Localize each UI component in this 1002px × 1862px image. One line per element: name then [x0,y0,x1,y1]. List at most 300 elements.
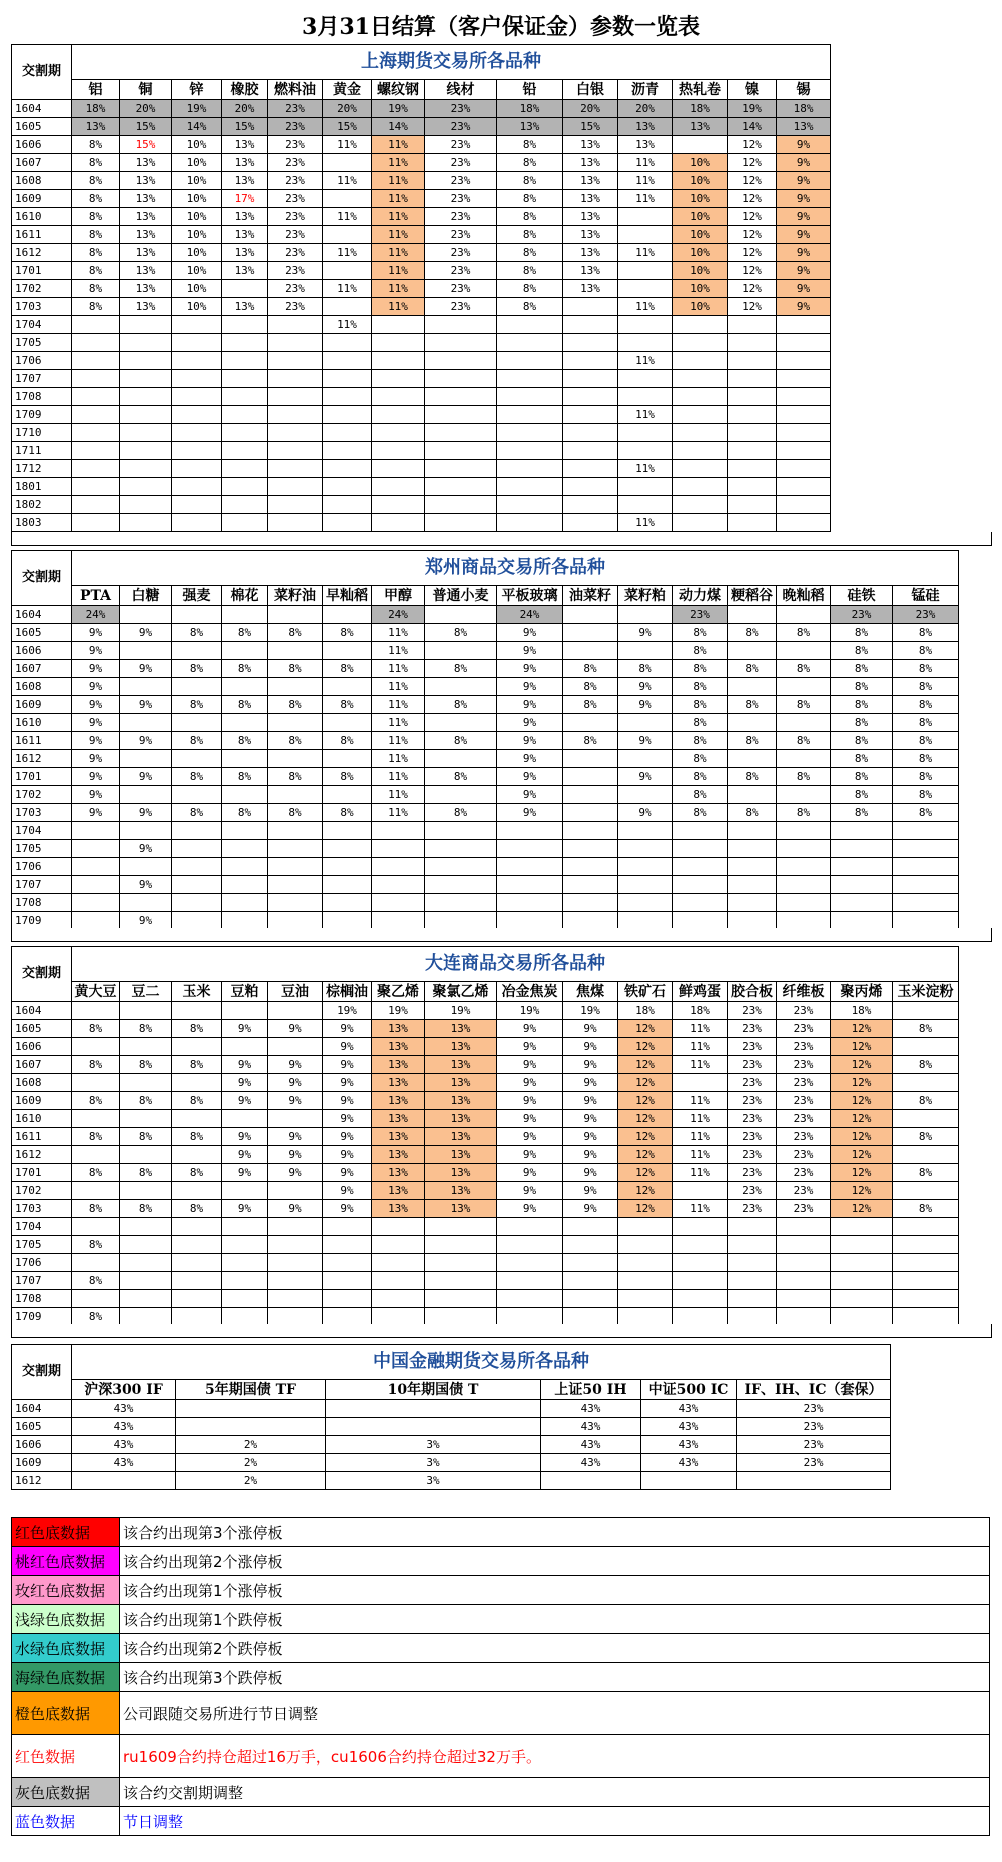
margin-cell: 11% [372,696,425,714]
delivery-month: 1606 [12,1436,72,1454]
table-row [12,1056,959,1074]
margin-cell [172,1038,222,1056]
margin-cell: 9% [563,1182,618,1200]
margin-cell [425,442,497,460]
margin-cell: 43% [72,1436,176,1454]
margin-cell: 23% [728,1056,777,1074]
margin-cell [372,1290,425,1308]
delivery-month: 1605 [12,1418,72,1436]
margin-cell [72,912,120,930]
margin-cell [268,352,323,370]
delivery-month: 1701 [12,262,72,280]
delivery-month: 1708 [12,894,72,912]
margin-cell [497,370,563,388]
margin-cell [777,478,831,496]
margin-cell [673,460,728,478]
margin-cell: 12% [618,1182,673,1200]
margin-cell: 9% [618,768,673,786]
margin-cell [893,1236,959,1254]
margin-cell [563,822,618,840]
margin-cell [372,1308,425,1326]
margin-cell [72,370,120,388]
margin-cell: 8% [497,298,563,316]
margin-cell [673,840,728,858]
margin-cell [563,876,618,894]
margin-cell [831,876,893,894]
margin-cell: 23% [737,1436,891,1454]
margin-cell: 13% [563,262,618,280]
margin-cell [222,406,268,424]
margin-cell: 13% [563,280,618,298]
delivery-month: 1704 [12,1218,72,1236]
margin-cell: 23% [777,1200,831,1218]
margin-cell [563,642,618,660]
margin-cell: 11% [372,642,425,660]
margin-cell [372,876,425,894]
margin-cell: 23% [268,190,323,208]
margin-cell [673,894,728,912]
margin-cell [222,858,268,876]
margin-cell: 23% [268,100,323,118]
margin-cell: 13% [425,1110,497,1128]
table-row [12,786,959,804]
margin-cell: 9% [563,1110,618,1128]
margin-cell [497,514,563,532]
margin-cell: 11% [618,406,673,424]
margin-cell: 9% [120,732,172,750]
margin-cell: 9% [563,1128,618,1146]
margin-cell [72,334,120,352]
margin-cell: 13% [372,1110,425,1128]
margin-cell: 3% [326,1472,541,1490]
column-header: 棕榈油 [323,982,372,1002]
margin-cell [497,334,563,352]
margin-cell: 15% [222,118,268,136]
table-row [12,804,959,822]
margin-cell [120,1236,172,1254]
legend-swatch-label: 桃红色底数据 [12,1547,120,1576]
margin-cell [120,1308,172,1326]
margin-cell [425,894,497,912]
margin-cell: 9% [268,1164,323,1182]
margin-cell: 9% [323,1182,372,1200]
margin-cell [268,750,323,768]
margin-cell [831,1290,893,1308]
delivery-period-label: 交割期 [12,1345,72,1400]
delivery-month: 1701 [12,1164,72,1182]
margin-cell [425,750,497,768]
table-row [12,1038,959,1056]
margin-cell: 9% [563,1074,618,1092]
margin-cell [563,606,618,624]
delivery-month: 1706 [12,352,72,370]
margin-cell [728,822,777,840]
column-header: 硅铁 [831,586,893,606]
margin-cell [222,1038,268,1056]
margin-cell [120,1038,172,1056]
margin-cell: 9% [563,1146,618,1164]
table-row [12,750,959,768]
section-separator [11,1324,992,1338]
margin-cell [222,478,268,496]
margin-cell [268,876,323,894]
margin-cell [893,1218,959,1236]
margin-cell [72,840,120,858]
margin-cell: 11% [618,190,673,208]
margin-cell: 9% [222,1200,268,1218]
margin-cell [831,822,893,840]
margin-cell: 10% [673,154,728,172]
table-row [12,624,959,642]
table-row [12,714,959,732]
margin-cell [72,316,120,334]
margin-cell [893,1074,959,1092]
margin-cell [425,606,497,624]
margin-cell: 8% [120,1200,172,1218]
margin-cell: 8% [563,732,618,750]
margin-cell [222,822,268,840]
margin-cell [497,1290,563,1308]
margin-cell: 8% [497,280,563,298]
margin-cell: 11% [618,244,673,262]
margin-cell: 43% [641,1454,737,1472]
margin-cell: 3% [326,1454,541,1472]
margin-cell [425,642,497,660]
margin-cell: 13% [372,1020,425,1038]
legend-description: 该合约出现第2个跌停板 [120,1634,990,1663]
margin-cell [120,1290,172,1308]
margin-cell [728,912,777,930]
table-row [12,190,831,208]
margin-cell: 11% [323,316,372,334]
exchange-table-1 [11,44,831,532]
margin-cell [172,1002,222,1020]
margin-cell: 9% [72,660,120,678]
margin-cell: 9% [618,678,673,696]
table-row [12,298,831,316]
margin-cell [728,642,777,660]
column-header: 聚氯乙烯 [425,982,497,1002]
margin-cell [673,858,728,876]
margin-cell: 11% [323,244,372,262]
margin-cell: 23% [728,1128,777,1146]
margin-cell [372,442,425,460]
margin-cell: 23% [425,118,497,136]
delivery-month: 1605 [12,1020,72,1038]
margin-cell: 8% [831,732,893,750]
margin-cell [172,424,222,442]
margin-cell: 12% [728,244,777,262]
margin-cell [425,334,497,352]
column-header: 铁矿石 [618,982,673,1002]
margin-cell: 8% [72,1092,120,1110]
margin-cell: 8% [893,696,959,714]
margin-cell [222,750,268,768]
margin-cell [563,352,618,370]
margin-cell [497,1272,563,1290]
table-row [12,118,831,136]
legend-description: 该合约出现第3个跌停板 [120,1663,990,1692]
margin-cell: 2% [176,1454,326,1472]
margin-cell: 8% [893,1200,959,1218]
column-header: 平板玻璃 [497,586,563,606]
margin-cell: 8% [172,1164,222,1182]
margin-cell [425,1218,497,1236]
margin-cell [222,1002,268,1020]
margin-cell [563,334,618,352]
margin-cell: 9% [268,1020,323,1038]
margin-cell: 12% [831,1182,893,1200]
margin-cell: 10% [673,262,728,280]
margin-cell [728,1218,777,1236]
margin-cell [172,1146,222,1164]
delivery-month: 1609 [12,190,72,208]
margin-cell: 13% [372,1038,425,1056]
margin-cell: 23% [425,298,497,316]
margin-cell [425,678,497,696]
margin-cell [831,1272,893,1290]
margin-cell [372,370,425,388]
margin-cell: 8% [222,696,268,714]
margin-cell: 12% [728,190,777,208]
margin-cell [120,496,172,514]
table-row [12,1272,959,1290]
margin-cell [777,840,831,858]
margin-cell: 13% [563,154,618,172]
margin-cell [72,822,120,840]
margin-cell: 23% [425,136,497,154]
margin-cell: 18% [72,100,120,118]
margin-cell [497,406,563,424]
margin-cell [777,876,831,894]
margin-cell: 13% [222,154,268,172]
margin-cell [222,460,268,478]
column-header: 铜 [120,80,172,100]
delivery-month: 1705 [12,840,72,858]
margin-cell: 13% [372,1092,425,1110]
margin-cell [323,912,372,930]
margin-cell: 15% [563,118,618,136]
margin-cell: 8% [268,804,323,822]
table-row [12,406,831,424]
column-header: 锰硅 [893,586,959,606]
margin-cell: 9% [222,1092,268,1110]
delivery-month: 1707 [12,876,72,894]
margin-cell [497,1218,563,1236]
margin-cell [323,442,372,460]
column-header: 动力煤 [673,586,728,606]
table-row [12,876,959,894]
margin-cell: 8% [425,624,497,642]
delivery-month: 1802 [12,496,72,514]
margin-cell [673,1308,728,1326]
margin-cell: 8% [728,624,777,642]
margin-cell: 12% [831,1164,893,1182]
margin-cell [323,352,372,370]
margin-cell [172,478,222,496]
margin-cell [268,424,323,442]
margin-cell: 8% [893,714,959,732]
margin-cell [72,352,120,370]
margin-cell: 23% [831,606,893,624]
margin-cell [72,876,120,894]
margin-cell [893,1002,959,1020]
table-row [12,1146,959,1164]
margin-cell [618,1290,673,1308]
margin-cell [222,1254,268,1272]
margin-cell [372,388,425,406]
margin-cell: 8% [72,1164,120,1182]
margin-cell: 11% [618,154,673,172]
column-header: 鲜鸡蛋 [673,982,728,1002]
margin-cell [172,316,222,334]
margin-cell: 11% [673,1146,728,1164]
margin-cell: 18% [777,100,831,118]
table-row [12,226,831,244]
margin-cell: 43% [541,1400,641,1418]
margin-cell: 11% [372,750,425,768]
margin-cell: 8% [893,1020,959,1038]
margin-cell [777,1218,831,1236]
delivery-month: 1604 [12,100,72,118]
margin-cell [563,298,618,316]
margin-cell [673,912,728,930]
margin-cell [323,298,372,316]
margin-cell: 11% [323,172,372,190]
margin-cell: 8% [72,136,120,154]
margin-cell: 8% [323,804,372,822]
margin-cell [425,876,497,894]
margin-cell: 9% [777,136,831,154]
margin-cell: 9% [323,1200,372,1218]
margin-cell [120,1146,172,1164]
margin-cell [120,894,172,912]
margin-cell [728,786,777,804]
margin-cell [497,1308,563,1326]
margin-cell [323,642,372,660]
margin-cell: 9% [323,1038,372,1056]
margin-cell: 8% [120,1020,172,1038]
margin-cell [222,1290,268,1308]
margin-cell: 13% [372,1200,425,1218]
margin-cell: 8% [72,298,120,316]
margin-cell: 9% [497,642,563,660]
margin-cell: 43% [541,1436,641,1454]
margin-cell: 8% [425,768,497,786]
margin-cell [72,858,120,876]
margin-cell: 8% [673,768,728,786]
margin-cell: 8% [728,768,777,786]
margin-cell: 9% [563,1164,618,1182]
margin-cell: 8% [172,1128,222,1146]
margin-cell [777,352,831,370]
margin-cell [268,370,323,388]
margin-cell [172,642,222,660]
column-header: 豆油 [268,982,323,1002]
margin-cell [777,642,831,660]
margin-cell: 23% [893,606,959,624]
margin-cell [268,406,323,424]
margin-cell [728,714,777,732]
margin-cell: 9% [497,678,563,696]
table-row [12,768,959,786]
margin-cell: 11% [372,298,425,316]
margin-cell: 9% [497,1146,563,1164]
delivery-month: 1710 [12,424,72,442]
margin-cell [120,1218,172,1236]
margin-cell [268,1038,323,1056]
margin-cell: 23% [728,1200,777,1218]
table-row [12,316,831,334]
margin-cell [673,496,728,514]
margin-cell [831,1308,893,1326]
margin-cell: 9% [618,732,673,750]
margin-cell: 8% [222,768,268,786]
margin-cell [777,894,831,912]
margin-cell [728,460,777,478]
margin-cell [323,370,372,388]
margin-cell [777,442,831,460]
margin-cell: 9% [777,154,831,172]
column-header: 豆粕 [222,982,268,1002]
margin-cell: 8% [172,660,222,678]
margin-cell [72,1182,120,1200]
margin-cell [673,514,728,532]
margin-cell [673,1272,728,1290]
margin-cell: 12% [728,208,777,226]
margin-cell: 23% [425,190,497,208]
margin-cell [222,876,268,894]
margin-cell [497,442,563,460]
margin-cell: 43% [541,1418,641,1436]
column-header: 中证500 IC [641,1380,737,1400]
margin-cell: 13% [120,244,172,262]
margin-cell [618,858,673,876]
margin-cell: 8% [222,660,268,678]
margin-cell: 9% [120,840,172,858]
margin-cell: 9% [268,1056,323,1074]
margin-cell: 8% [893,750,959,768]
margin-cell [268,460,323,478]
margin-cell [497,316,563,334]
margin-cell: 9% [563,1020,618,1038]
margin-cell [497,352,563,370]
margin-cell: 19% [172,100,222,118]
delivery-month: 1608 [12,678,72,696]
delivery-month: 1703 [12,1200,72,1218]
margin-cell [268,334,323,352]
margin-cell: 8% [72,280,120,298]
margin-cell: 9% [222,1128,268,1146]
margin-cell [777,822,831,840]
table-row [12,1128,959,1146]
margin-cell: 23% [777,1182,831,1200]
margin-cell [120,606,172,624]
margin-cell: 12% [728,172,777,190]
margin-cell [618,750,673,768]
margin-cell [120,352,172,370]
margin-cell: 23% [737,1418,891,1436]
margin-cell [425,316,497,334]
margin-cell [323,1236,372,1254]
margin-cell [831,1254,893,1272]
legend-description: 公司跟随交易所进行节日调整 [120,1692,990,1735]
margin-cell: 9% [618,624,673,642]
table-row [12,1020,959,1038]
margin-cell: 13% [425,1092,497,1110]
table-row [12,370,831,388]
margin-cell [268,1182,323,1200]
